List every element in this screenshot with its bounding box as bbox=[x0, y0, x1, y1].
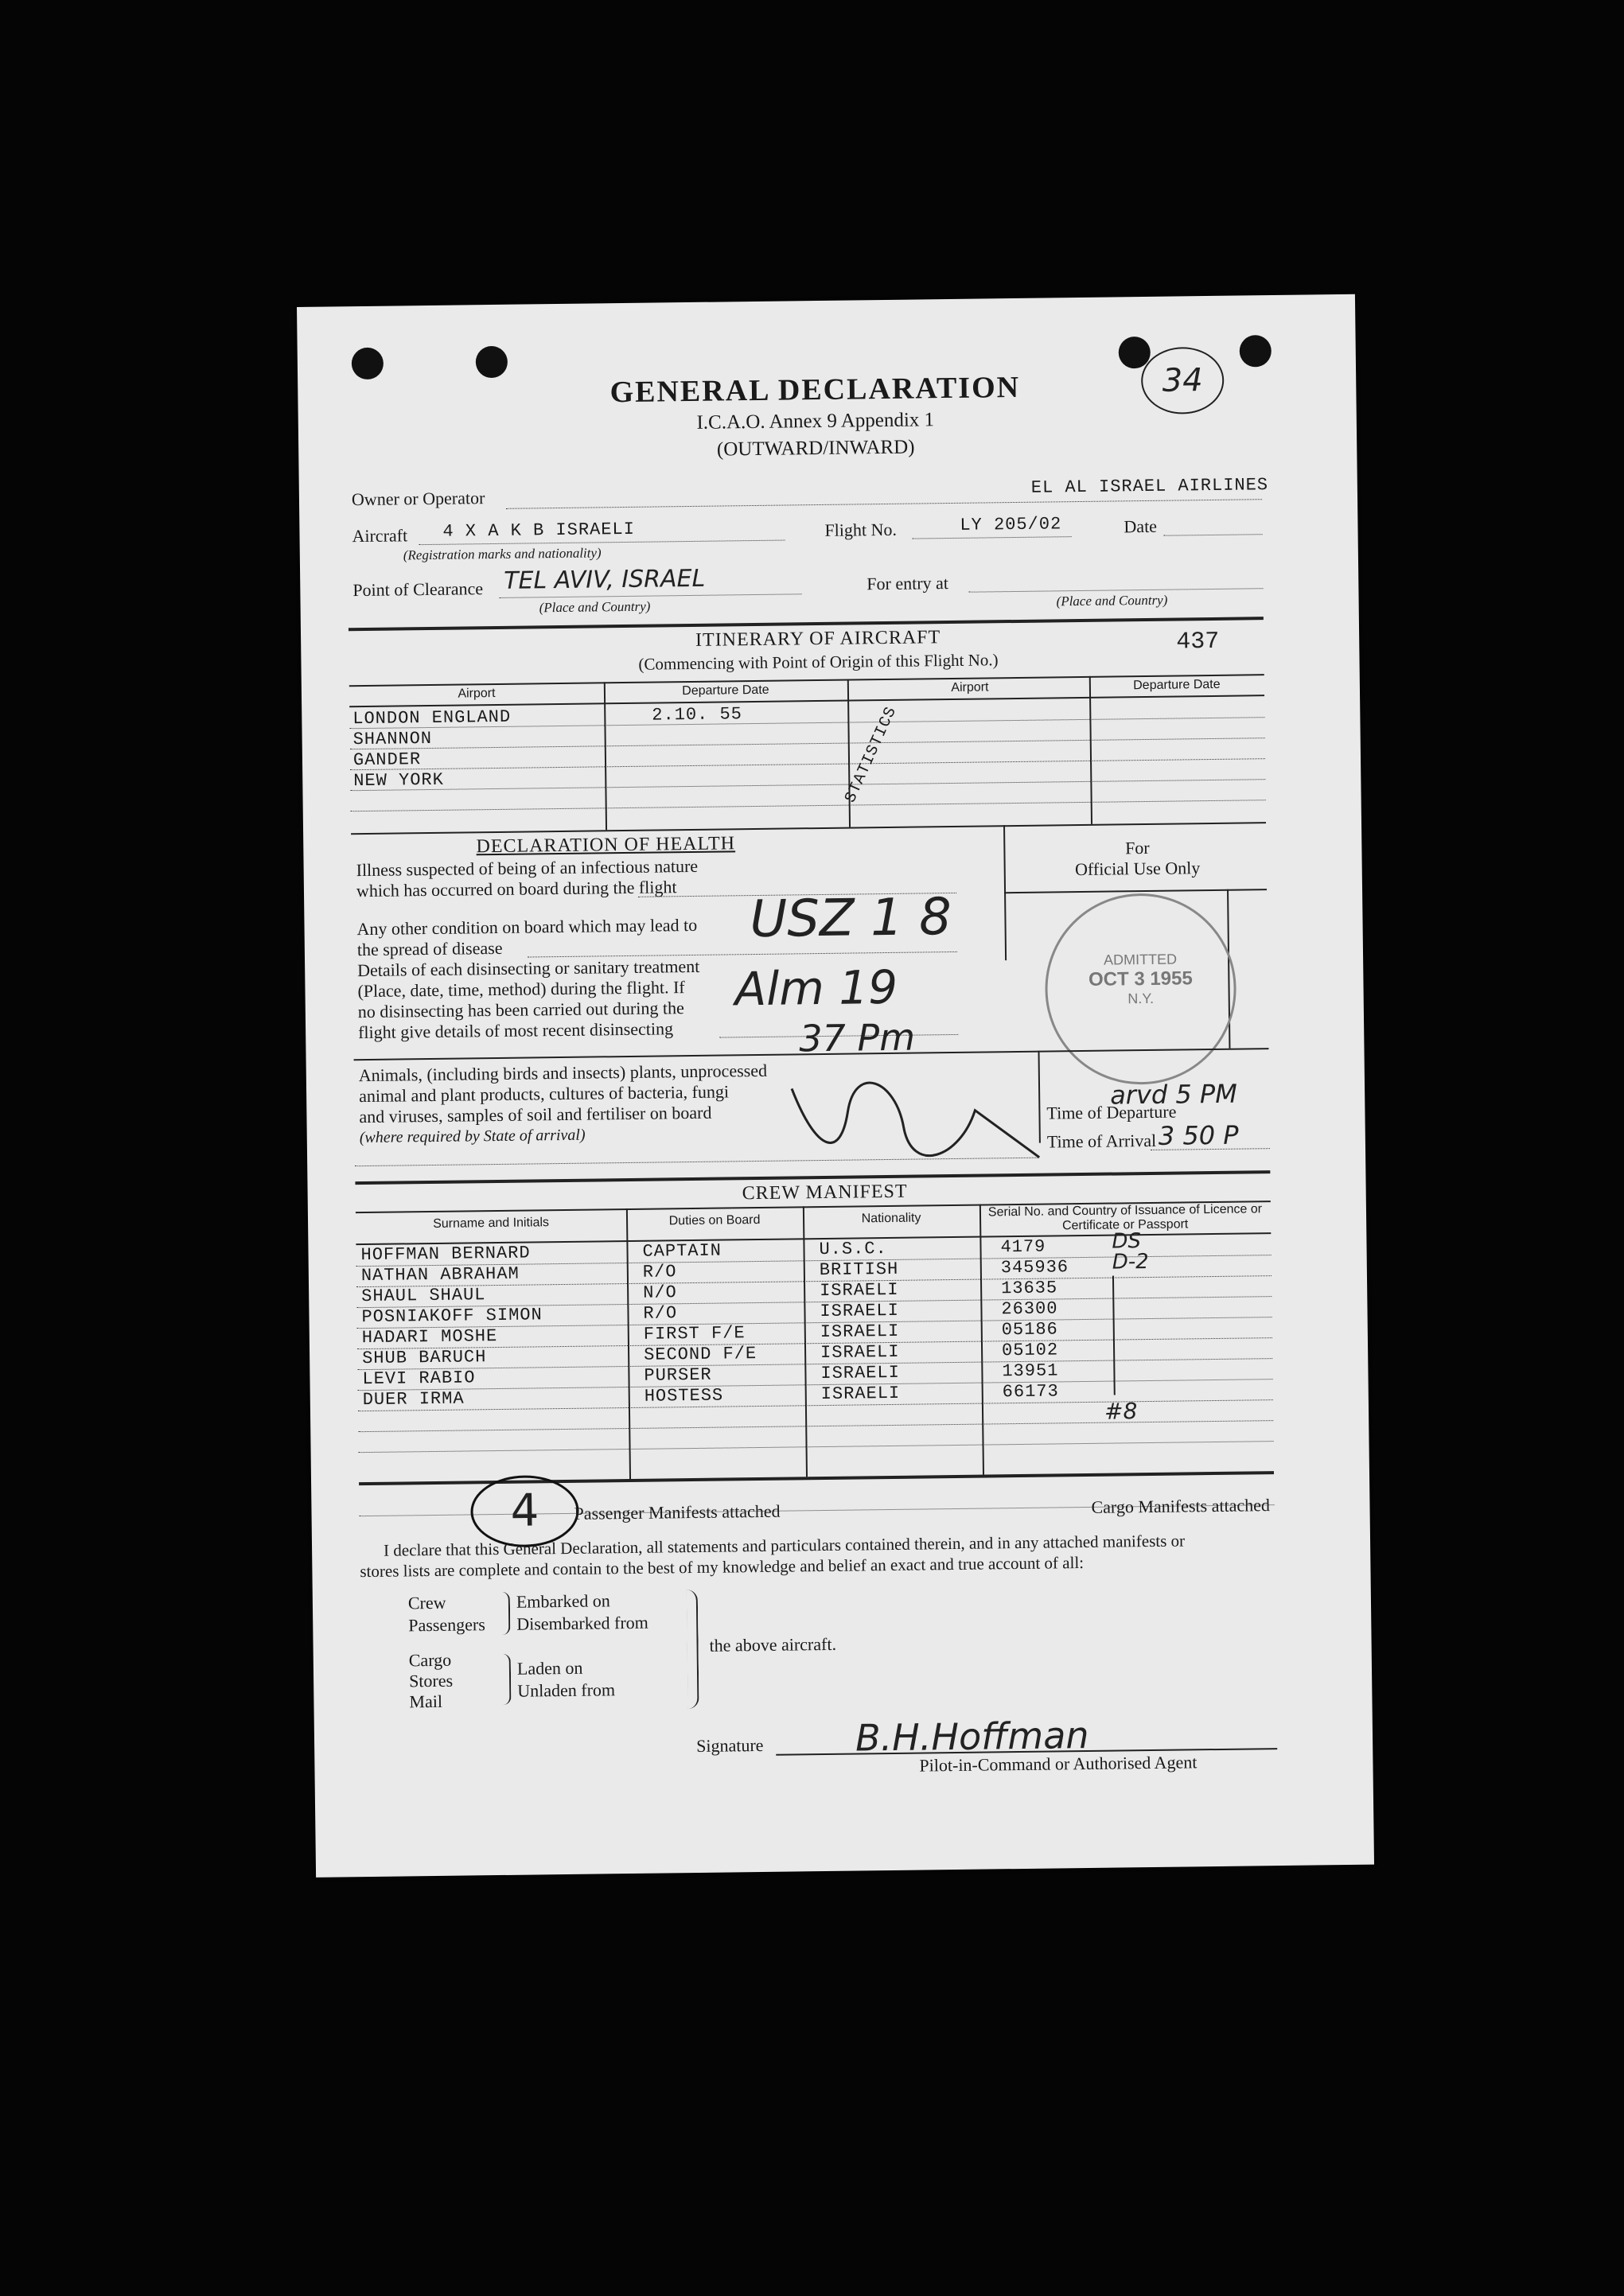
crew-serial: 26300 bbox=[1001, 1298, 1058, 1320]
health-handwriting: Alm 19 bbox=[734, 959, 898, 1017]
itinerary-airport: LONDON ENGLAND bbox=[352, 706, 512, 730]
health-q4-line3: and viruses, samples of soil and fertiliser on board bbox=[359, 1102, 712, 1127]
signer-role: Pilot-in-Command or Authorised Agent bbox=[919, 1752, 1198, 1776]
crew-name: POSNIAKOFF SIMON bbox=[361, 1305, 543, 1328]
health-q4-line2: animal and plant products, cultures of bacteria, fungi bbox=[358, 1081, 730, 1107]
time-arrival-value: 3 50 P bbox=[1158, 1119, 1239, 1151]
health-q3-line1: Details of each disinsecting or sanitary treatment bbox=[357, 955, 700, 981]
crew-nationality: ISRAELI bbox=[820, 1383, 901, 1405]
decl-crew: Crew bbox=[407, 1592, 446, 1613]
health-q4-line4: (where required by State of arrival) bbox=[359, 1126, 586, 1147]
time-departure-label: Time of Departure bbox=[1046, 1101, 1177, 1123]
official-use-line1: For bbox=[1124, 837, 1150, 858]
clearance-value: TEL AVIV, ISRAEL bbox=[504, 564, 706, 595]
aircraft-value: 4 X A K B ISRAELI bbox=[442, 519, 636, 542]
decl-unladen: Unladen from bbox=[517, 1679, 616, 1701]
crew-hand-note: DS bbox=[1112, 1229, 1142, 1254]
clearance-label: Point of Clearance bbox=[352, 578, 484, 601]
crew-name: NATHAN ABRAHAM bbox=[360, 1263, 520, 1286]
health-q1-line2: which has occurred on board during the flight bbox=[356, 877, 677, 901]
crew-name: HOFFMAN BERNARD bbox=[360, 1243, 531, 1266]
health-q2-line2: the spread of disease bbox=[356, 937, 503, 960]
date-label: Date bbox=[1124, 516, 1158, 537]
time-arrival-label: Time of Arrival bbox=[1046, 1130, 1157, 1152]
crew-hand-note: #8 bbox=[1104, 1398, 1138, 1425]
crew-col-duty: Duties on Board bbox=[668, 1212, 761, 1228]
crew-col-serial: Serial No. and Country of Issuance of Licence or Certificate or Passport bbox=[987, 1202, 1263, 1233]
crew-serial: 345936 bbox=[1000, 1257, 1069, 1278]
admitted-stamp bbox=[1044, 893, 1237, 1086]
form-title: GENERAL DECLARATION bbox=[609, 370, 1021, 410]
signature-value: B.H.Hoffman bbox=[855, 1713, 1089, 1760]
crew-hand-note: D-2 bbox=[1112, 1250, 1149, 1274]
itinerary-title: ITINERARY OF AIRCRAFT bbox=[695, 627, 941, 651]
form-subtitle: I.C.A.O. Annex 9 Appendix 1 bbox=[696, 409, 935, 434]
itinerary-subtitle: (Commencing with Point of Origin of this Flight No.) bbox=[638, 650, 999, 674]
crew-duty: SECOND F/E bbox=[643, 1344, 757, 1365]
brace bbox=[687, 1590, 699, 1709]
decl-disembarked: Disembarked from bbox=[516, 1612, 648, 1634]
itinerary-number: 437 bbox=[1176, 628, 1220, 656]
col-departure-2: Departure Date bbox=[1133, 677, 1221, 693]
col-airport-1: Airport bbox=[458, 686, 496, 701]
declaration-text-line1: I declare that this General Declaration, all statements and particulars contained therein, and in any attached manifests or bbox=[383, 1531, 1186, 1560]
crew-duty: FIRST F/E bbox=[643, 1323, 746, 1345]
crew-duty: HOSTESS bbox=[644, 1385, 724, 1407]
stamp-line: ADMITTED bbox=[1103, 951, 1178, 968]
entry-note: (Place and Country) bbox=[1056, 592, 1168, 609]
punch-hole bbox=[476, 346, 508, 378]
itinerary-departure-date: 2.10. 55 bbox=[652, 704, 743, 726]
statistics-stamp: STATISTICS bbox=[841, 703, 902, 806]
crew-col-name: Surname and Initials bbox=[433, 1216, 550, 1231]
decl-stores: Stores bbox=[408, 1670, 454, 1691]
itinerary-airport: NEW YORK bbox=[353, 769, 445, 792]
crew-name: SHUB BARUCH bbox=[361, 1347, 487, 1369]
itinerary-airport: SHANNON bbox=[352, 728, 433, 750]
health-q1-line1: Illness suspected of being of an infectious nature bbox=[356, 855, 699, 881]
crew-nationality: U.S.C. bbox=[819, 1239, 887, 1260]
health-q3-line2: (Place, date, time, method) during the flight. If bbox=[357, 977, 685, 1002]
crew-serial: 13951 bbox=[1002, 1360, 1059, 1382]
crew-name: DUER IRMA bbox=[362, 1388, 465, 1411]
declaration-form bbox=[297, 294, 1374, 1878]
crew-serial: 4179 bbox=[1000, 1236, 1046, 1258]
owner-label: Owner or Operator bbox=[351, 488, 485, 510]
aircraft-note: (Registration marks and nationality) bbox=[403, 545, 602, 563]
crew-nationality: ISRAELI bbox=[820, 1362, 900, 1384]
flight-value: LY 205/02 bbox=[960, 514, 1062, 535]
crew-nationality: ISRAELI bbox=[820, 1341, 900, 1364]
decl-laden: Laden on bbox=[516, 1657, 583, 1679]
punch-hole bbox=[352, 348, 384, 379]
crew-col-nationality: Nationality bbox=[861, 1211, 921, 1226]
decl-mail: Mail bbox=[409, 1691, 443, 1712]
owner-value: EL AL ISRAEL AIRLINES bbox=[1030, 475, 1269, 498]
aircraft-label: Aircraft bbox=[352, 525, 408, 547]
health-q2-line1: Any other condition on board which may lead to bbox=[356, 914, 698, 940]
crew-duty: CAPTAIN bbox=[642, 1240, 722, 1262]
crew-title: CREW MANIFEST bbox=[742, 1181, 908, 1204]
entry-label: For entry at bbox=[867, 573, 949, 594]
stamp-line: N.Y. bbox=[1127, 990, 1155, 1007]
passenger-manifests-label: Passenger Manifests attached bbox=[574, 1500, 781, 1524]
page-number: 34 bbox=[1141, 347, 1225, 414]
health-q3-line4: flight give details of most recent disinsecting bbox=[357, 1018, 674, 1043]
decl-cargo: Cargo bbox=[408, 1649, 452, 1671]
punch-hole bbox=[1240, 335, 1272, 367]
stamp-line: OCT 3 1955 bbox=[1088, 967, 1193, 990]
time-departure-value: arvd 5 PM bbox=[1109, 1078, 1238, 1111]
clearance-note: (Place and Country) bbox=[539, 598, 651, 616]
crew-duty: N/O bbox=[643, 1282, 677, 1303]
declaration-text-line2: stores lists are complete and contain to the best of my knowledge and belief an exact and true account of all: bbox=[360, 1553, 1085, 1582]
health-title: DECLARATION OF HEALTH bbox=[476, 833, 736, 858]
crew-name: SHAUL SHAUL bbox=[361, 1285, 486, 1307]
cargo-manifests-label: Cargo Manifests attached bbox=[1091, 1495, 1271, 1517]
crew-duty: PURSER bbox=[644, 1364, 712, 1386]
official-use-line2: Official Use Only bbox=[1074, 858, 1201, 880]
crew-serial: 05186 bbox=[1001, 1319, 1058, 1341]
decl-passengers: Passengers bbox=[408, 1614, 485, 1636]
health-handwriting: 37 Pm bbox=[798, 1015, 916, 1060]
crew-name: HADARI MOSHE bbox=[361, 1326, 498, 1348]
flight-label: Flight No. bbox=[824, 519, 898, 540]
health-q4-line1: Animals, (including birds and insects) plants, unprocessed bbox=[358, 1060, 768, 1086]
health-q3-line3: no disinsecting has been carried out during the bbox=[357, 998, 684, 1022]
crew-nationality: ISRAELI bbox=[820, 1279, 899, 1302]
itinerary-airport: GANDER bbox=[352, 749, 422, 771]
brace bbox=[500, 1592, 511, 1635]
crew-serial: 05102 bbox=[1001, 1340, 1059, 1361]
crew-nationality: BRITISH bbox=[819, 1259, 899, 1281]
col-airport-2: Airport bbox=[951, 680, 989, 695]
signature-label: Signature bbox=[695, 1734, 764, 1756]
crew-nationality: ISRAELI bbox=[820, 1321, 900, 1343]
decl-embarked: Embarked on bbox=[516, 1590, 610, 1612]
form-direction: (OUTWARD/INWARD) bbox=[716, 436, 915, 461]
crew-duty: R/O bbox=[642, 1262, 677, 1282]
crew-duty: R/O bbox=[643, 1303, 678, 1324]
col-departure-1: Departure Date bbox=[682, 683, 769, 699]
crew-serial: 13635 bbox=[1000, 1278, 1058, 1299]
health-signature-scribble bbox=[784, 1062, 1048, 1177]
brace bbox=[501, 1654, 512, 1705]
health-handwriting: USZ 1 8 bbox=[749, 888, 952, 950]
crew-name: LEVI RABIO bbox=[362, 1368, 476, 1390]
passenger-manifest-count: 4 bbox=[470, 1475, 579, 1548]
crew-nationality: ISRAELI bbox=[820, 1300, 900, 1322]
decl-above-aircraft: the above aircraft. bbox=[709, 1633, 837, 1656]
crew-serial: 66173 bbox=[1002, 1381, 1059, 1403]
